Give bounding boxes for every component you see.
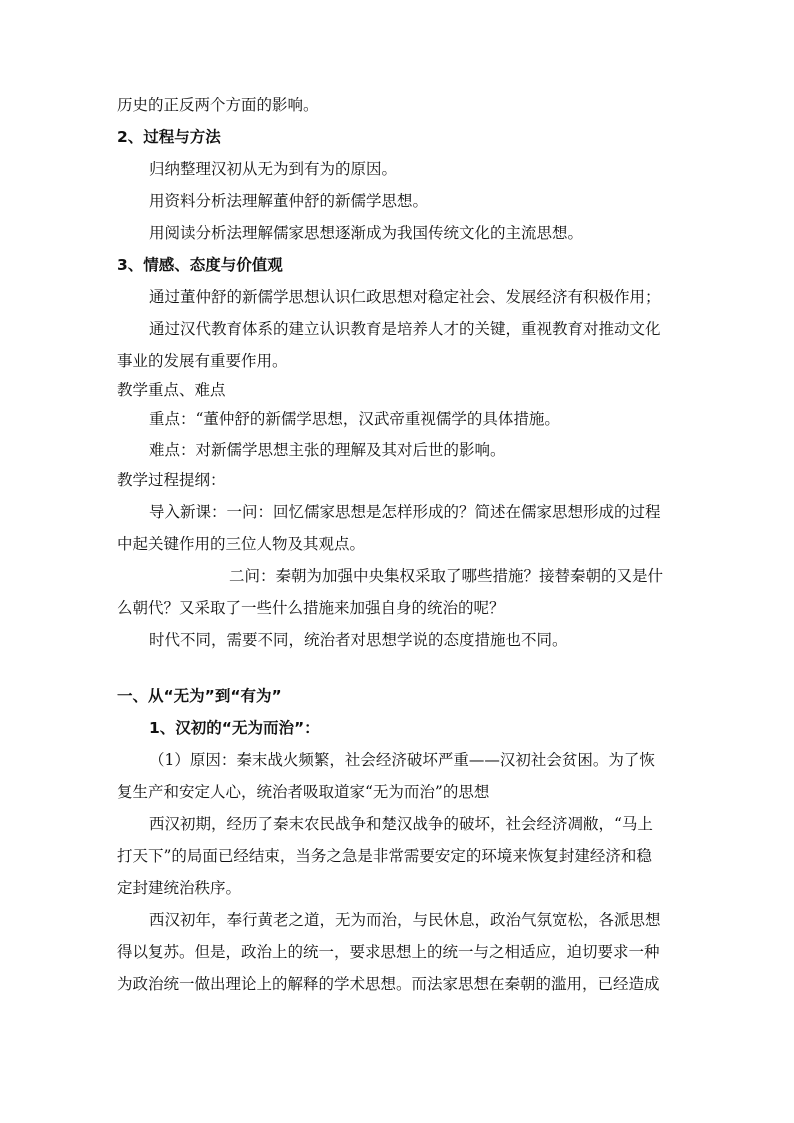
section-heading-key-points: 教学重点、难点 bbox=[117, 381, 226, 399]
text-line: 打天下”的局面已经结束，当务之急是非常需要安定的环境来恢复封建经济和稳 bbox=[117, 847, 652, 865]
text-line: 通过汉代教育体系的建立认识教育是培养人才的关键，重视教育对推动文化 bbox=[149, 320, 661, 338]
text-line: 得以复苏。但是，政治上的统一，要求思想上的统一与之相适应，迫切要求一种 bbox=[117, 943, 660, 961]
text-line: 通过董仲舒的新儒学思想认识仁政思想对稳定社会、发展经济有积极作用； bbox=[149, 288, 661, 306]
text-line: 归纳整理汉初从无为到有为的原因。 bbox=[149, 160, 398, 178]
text-line: 用阅读分析法理解儒家思想逐渐成为我国传统文化的主流思想。 bbox=[149, 224, 584, 242]
text-line: 西汉初年，奉行黄老之道，无为而治，与民休息，政治气氛宽松，各派思想 bbox=[149, 911, 661, 929]
text-line: 重点：“董仲舒的新儒学思想，汉武帝重视儒学的具体措施。 bbox=[149, 410, 560, 428]
text-line: 为政治统一做出理论上的解释的学术思想。而法家思想在秦朝的滥用，已经造成 bbox=[117, 975, 660, 993]
section-heading-outline: 教学过程提纲： bbox=[117, 471, 226, 489]
text-line: 用资料分析法理解董仲舒的新儒学思想。 bbox=[149, 192, 429, 210]
text-line: 历史的正反两个方面的影响。 bbox=[117, 96, 319, 114]
text-line: 西汉初期，经历了秦末农民战争和楚汉战争的破坏，社会经济凋敝，“马上 bbox=[149, 815, 653, 833]
section-heading-process-methods: 2、过程与方法 bbox=[117, 128, 221, 146]
section-heading-values: 3、情感、态度与价值观 bbox=[117, 256, 283, 274]
text-line: 导入新课：一问：回忆儒家思想是怎样形成的？简述在儒家思想形成的过程 bbox=[149, 503, 661, 521]
text-line: 二问：秦朝为加强中央集权采取了哪些措施？接替秦朝的又是什 bbox=[229, 567, 664, 585]
text-line: 么朝代？又采取了一些什么措施来加强自身的统治的呢？ bbox=[117, 599, 505, 617]
text-line: 事业的发展有重要作用。 bbox=[117, 352, 288, 370]
chapter-heading: 一、从“无为”到“有为” bbox=[117, 687, 282, 705]
text-line: 时代不同，需要不同，统治者对思想学说的态度措施也不同。 bbox=[149, 631, 568, 649]
text-line: 复生产和安定人心，统治者吸取道家“无为而治”的思想 bbox=[117, 783, 490, 801]
text-line: （1）原因：秦末战火频繁，社会经济破坏严重——汉初社会贫困。为了恢 bbox=[149, 751, 655, 769]
sub-heading: 1、汉初的“无为而治”： bbox=[149, 719, 320, 737]
text-line: 难点：对新儒学思想主张的理解及其对后世的影响。 bbox=[149, 441, 506, 459]
text-line: 中起关键作用的三位人物及其观点。 bbox=[117, 535, 366, 553]
text-line: 定封建统治秩序。 bbox=[117, 879, 242, 897]
